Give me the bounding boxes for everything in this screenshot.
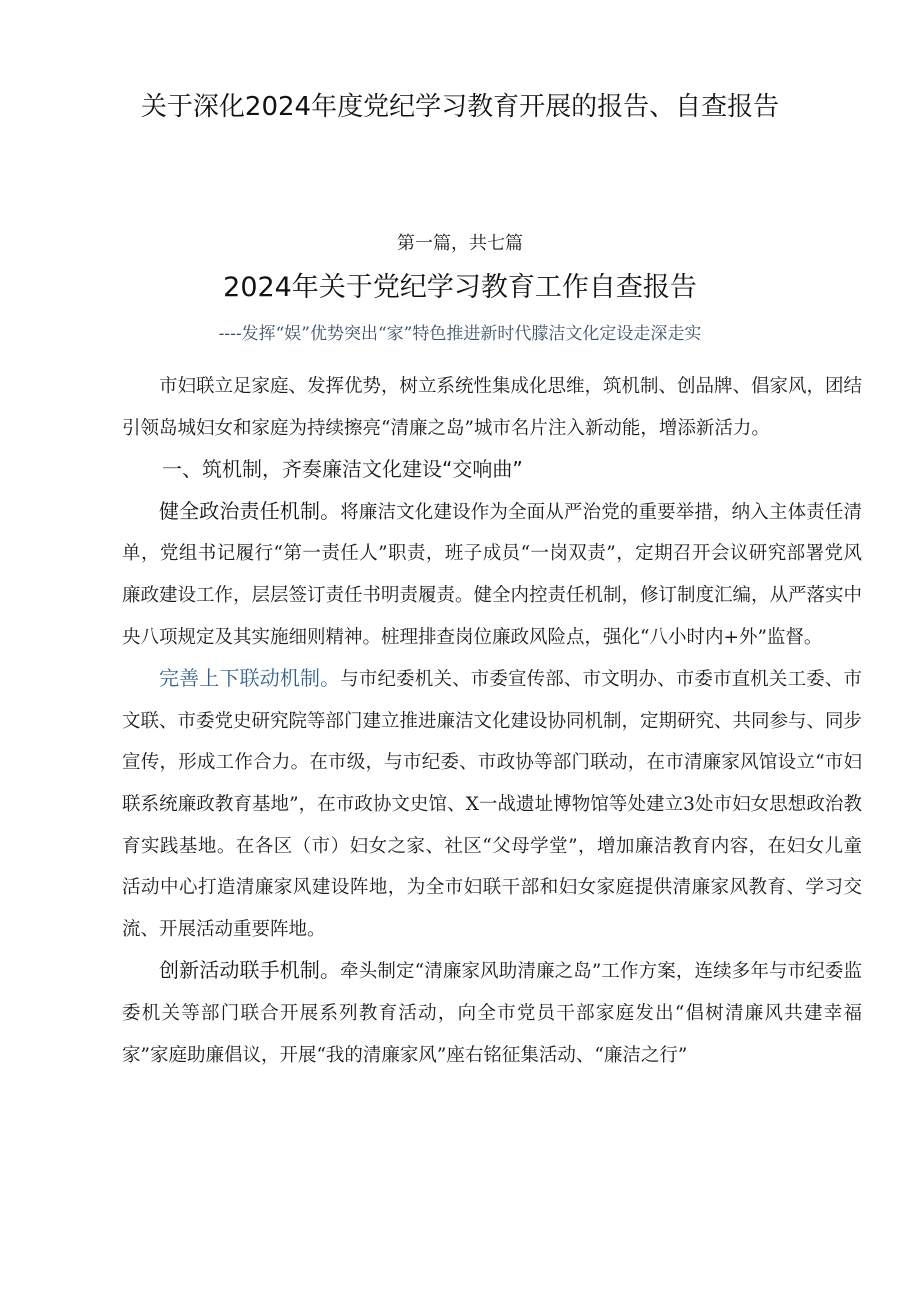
part-label: 第一篇，共七篇 (397, 233, 523, 254)
paragraph-text: 与市纪委机关、市委宣传部、市文明办、市委市直机关工委、市文联、市委党史研究院等部门建立推进廉洁文化建设协同机制，定期研究、共同参与、同步宣传，形成工作合力。在市级，与市纪委、市政协等部门联动，在市清廉家风馆设立“市妇联系统廉政教育基地”，在市政协文史馆、X一战遗址博物馆等处建立3处市妇女思想政治教育实践基地。在各区（市）妇女之家、社区“父母学堂”，增加廉洁教育内容，在妇女儿童活动中心打造清廉家风建设阵地，为全市妇联干部和妇女家庭提供清廉家风教育、学习交流、开展活动重要阵地。 (122, 669, 863, 940)
paragraph-lead: 健全政治责任机制。 (159, 498, 341, 523)
tagline: ----发挥“娱”优势突出“家”特色推进新时代朦洁文化定设走深走实 (218, 324, 702, 344)
paragraph-lead: 完善上下联动机制。 (159, 666, 341, 691)
section-heading: 一、筑机制，齐奏廉洁文化建设“交响曲” (162, 457, 523, 482)
paragraph-lead: 创新活动联手机制。 (159, 958, 341, 983)
document-body (122, 366, 862, 1076)
paragraph-activity (122, 950, 862, 1076)
paragraph-text: 将廉洁文化建设作为全面从严治党的重要举措，纳入主体责任清单，党组书记履行“第一责任人”职责，班子成员“一岗双责”，定期召开会议研究部署党风廉政建设工作，层层签订责任书明责履责。健全内控责任机制，修订制度汇编，从严落实中央八项规定及其实施细则精神。桩理排查岗位廉政风险点，强化“八小时内+外”监督。 (122, 501, 863, 648)
document-title: 关于深化2024年度党纪学习教育开展的报告、自查报告 (140, 92, 780, 122)
intro-paragraph: 市妇联立足家庭、发挥优势，树立系统性集成化思维，筑机制、创品牌、倡家风，团结引领岛城妇女和家庭为持续擦亮“清廉之岛”城市名片注入新动能，增添新活力。 (122, 376, 863, 439)
report-title: 2024年关于党纪学习教育工作自查报告 (223, 272, 697, 303)
paragraph-linkage (122, 658, 862, 950)
paragraph-text: 牵头制定“清廉家风助清廉之岛”工作方案，连续多年与市纪委监委机关等部门联合开展系列教育活动，向全市党员干部家庭发出“倡树清廉风共建幸福家”家庭助廉倡议，开展“我的清廉家风”座右铭征集活动、“廉洁之行” (122, 961, 863, 1066)
paragraph-political-responsibility (122, 491, 862, 658)
